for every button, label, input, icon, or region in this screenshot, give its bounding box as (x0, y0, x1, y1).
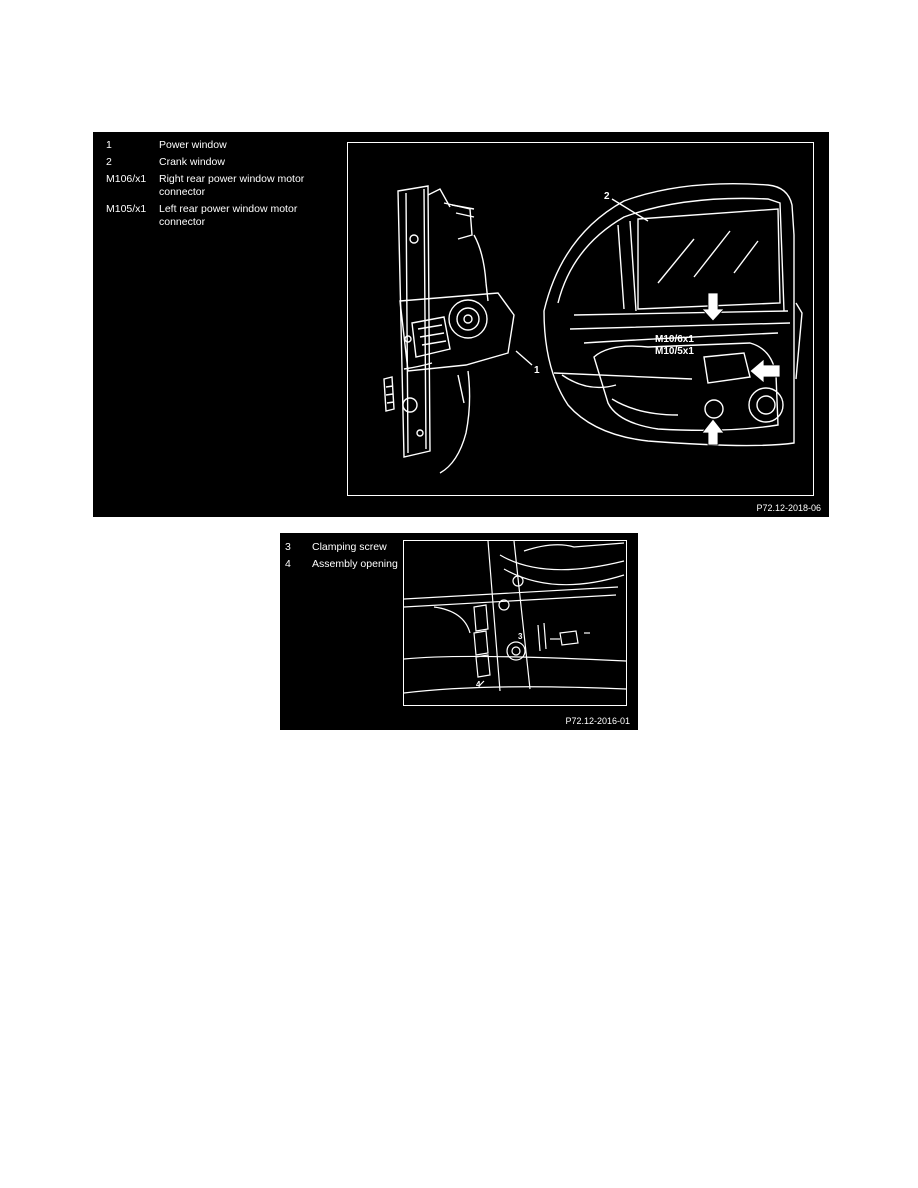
power-window-figure (93, 132, 829, 517)
detail-drawing-panel (403, 540, 627, 706)
legend-row (106, 173, 346, 199)
legend-row (285, 558, 405, 571)
legend-text: Left rear power window motor connector (159, 203, 298, 228)
figure-legend (285, 541, 405, 575)
legend-text: Assembly opening (312, 558, 398, 570)
legend-row (106, 139, 346, 152)
door-and-regulator-drawing (348, 143, 813, 495)
legend-text: Power window (159, 139, 227, 151)
figure-id: P72.12-2016-01 (565, 716, 630, 726)
connector-label-b: M10/5x1 (655, 346, 694, 357)
figure-legend (106, 139, 346, 233)
legend-key: 1 (106, 139, 112, 151)
callout-3-label: 3 (518, 632, 523, 641)
legend-key: 2 (106, 156, 112, 168)
callout-4-label: 4 (476, 680, 481, 689)
legend-row (285, 541, 405, 554)
clamping-screw-drawing (404, 541, 626, 705)
legend-row (106, 203, 346, 229)
legend-key: M106/x1 (106, 173, 147, 185)
legend-key: 4 (285, 558, 291, 570)
drawing-panel (347, 142, 814, 496)
legend-text: Crank window (159, 156, 225, 168)
callout-2-label: 2 (604, 191, 610, 202)
legend-key: 3 (285, 541, 291, 553)
clamping-screw-figure (280, 533, 638, 730)
figure-id: P72.12-2018-06 (756, 503, 821, 513)
legend-text: Clamping screw (312, 541, 387, 553)
legend-key: M105/x1 (106, 203, 147, 215)
connector-label-a: M10/6x1 (655, 334, 694, 345)
legend-text: Right rear power window motor connector (159, 173, 305, 198)
callout-1-label: 1 (534, 365, 540, 376)
legend-row (106, 156, 346, 169)
